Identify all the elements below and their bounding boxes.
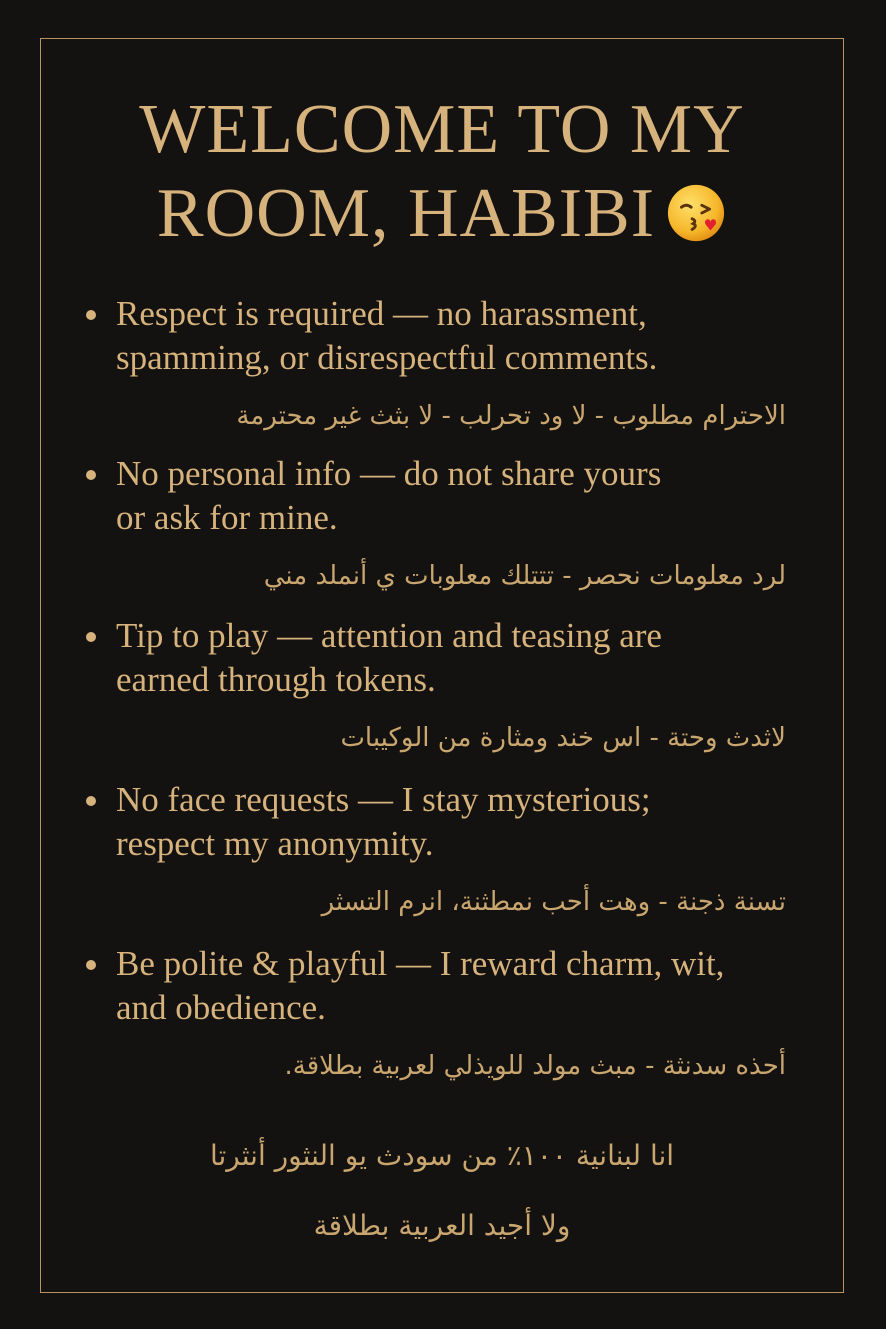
rule-english-text [86,778,786,866]
title-line-2: ROOM, HABIBI [156,175,656,252]
bullet-icon [86,310,96,320]
bullet-icon [86,796,96,806]
rule-arabic-text: الاحترام مطلوب - لا ود تحرلب - لا بثث غير محترمة [236,401,786,431]
rule-arabic-text: لاثدث وحتة - اس خند ومثارة من الوكيبات [340,723,786,753]
page-title [40,88,844,256]
rule-en-line-2: and obedience. [116,988,326,1027]
rule-item-be-polite [86,942,786,1084]
rule-arabic-text: لرد معلومات نحصر - تتتلك معلوبات ي أنملد مني [263,561,786,591]
rule-en-line-2: spamming, or disrespectful comments. [116,338,658,377]
kissing-face-emoji-icon [665,180,727,242]
rule-en-line-1: No face requests — I stay mysterious; [116,780,651,819]
rule-en-line-1: Respect is required — no harassment, [116,294,647,333]
rule-item-no-face-requests [86,778,786,920]
rule-item-tip-to-play [86,614,786,756]
bullet-icon [86,960,96,970]
bullet-icon [86,470,96,480]
closing-arabic-line-2: ولا أجيد العربية بطلاقة [313,1209,571,1242]
rule-english-text [86,614,786,702]
rule-en-line-1: No personal info — do not share yours [116,454,662,493]
rule-item-respect [86,292,786,434]
rule-en-line-1: Be polite & playful — I reward charm, wit, [116,944,725,983]
bullet-icon [86,632,96,642]
rule-arabic-text: تسنة ذجنة - وهت أحب نمطثنة، انرم التسثر [321,887,786,917]
rule-english-text [86,292,786,380]
rule-en-line-1: Tip to play — attention and teasing are [116,616,662,655]
rule-english-text [86,942,786,1030]
rule-en-line-2: or ask for mine. [116,498,338,537]
rule-item-personal-info [86,452,786,594]
rule-arabic-text: أحذه سدنثة - مبث مولد للويذلي لعربية بطلاقة. [284,1051,786,1081]
closing-arabic-line-1: انا لبنانية ١٠٠٪ من سودث يو النثور أنثرتا [209,1139,675,1172]
title-line-1: WELCOME TO MY [139,91,745,168]
rule-english-text [86,452,786,540]
rule-en-line-2: respect my anonymity. [116,824,434,863]
rule-en-line-2: earned through tokens. [116,660,436,699]
